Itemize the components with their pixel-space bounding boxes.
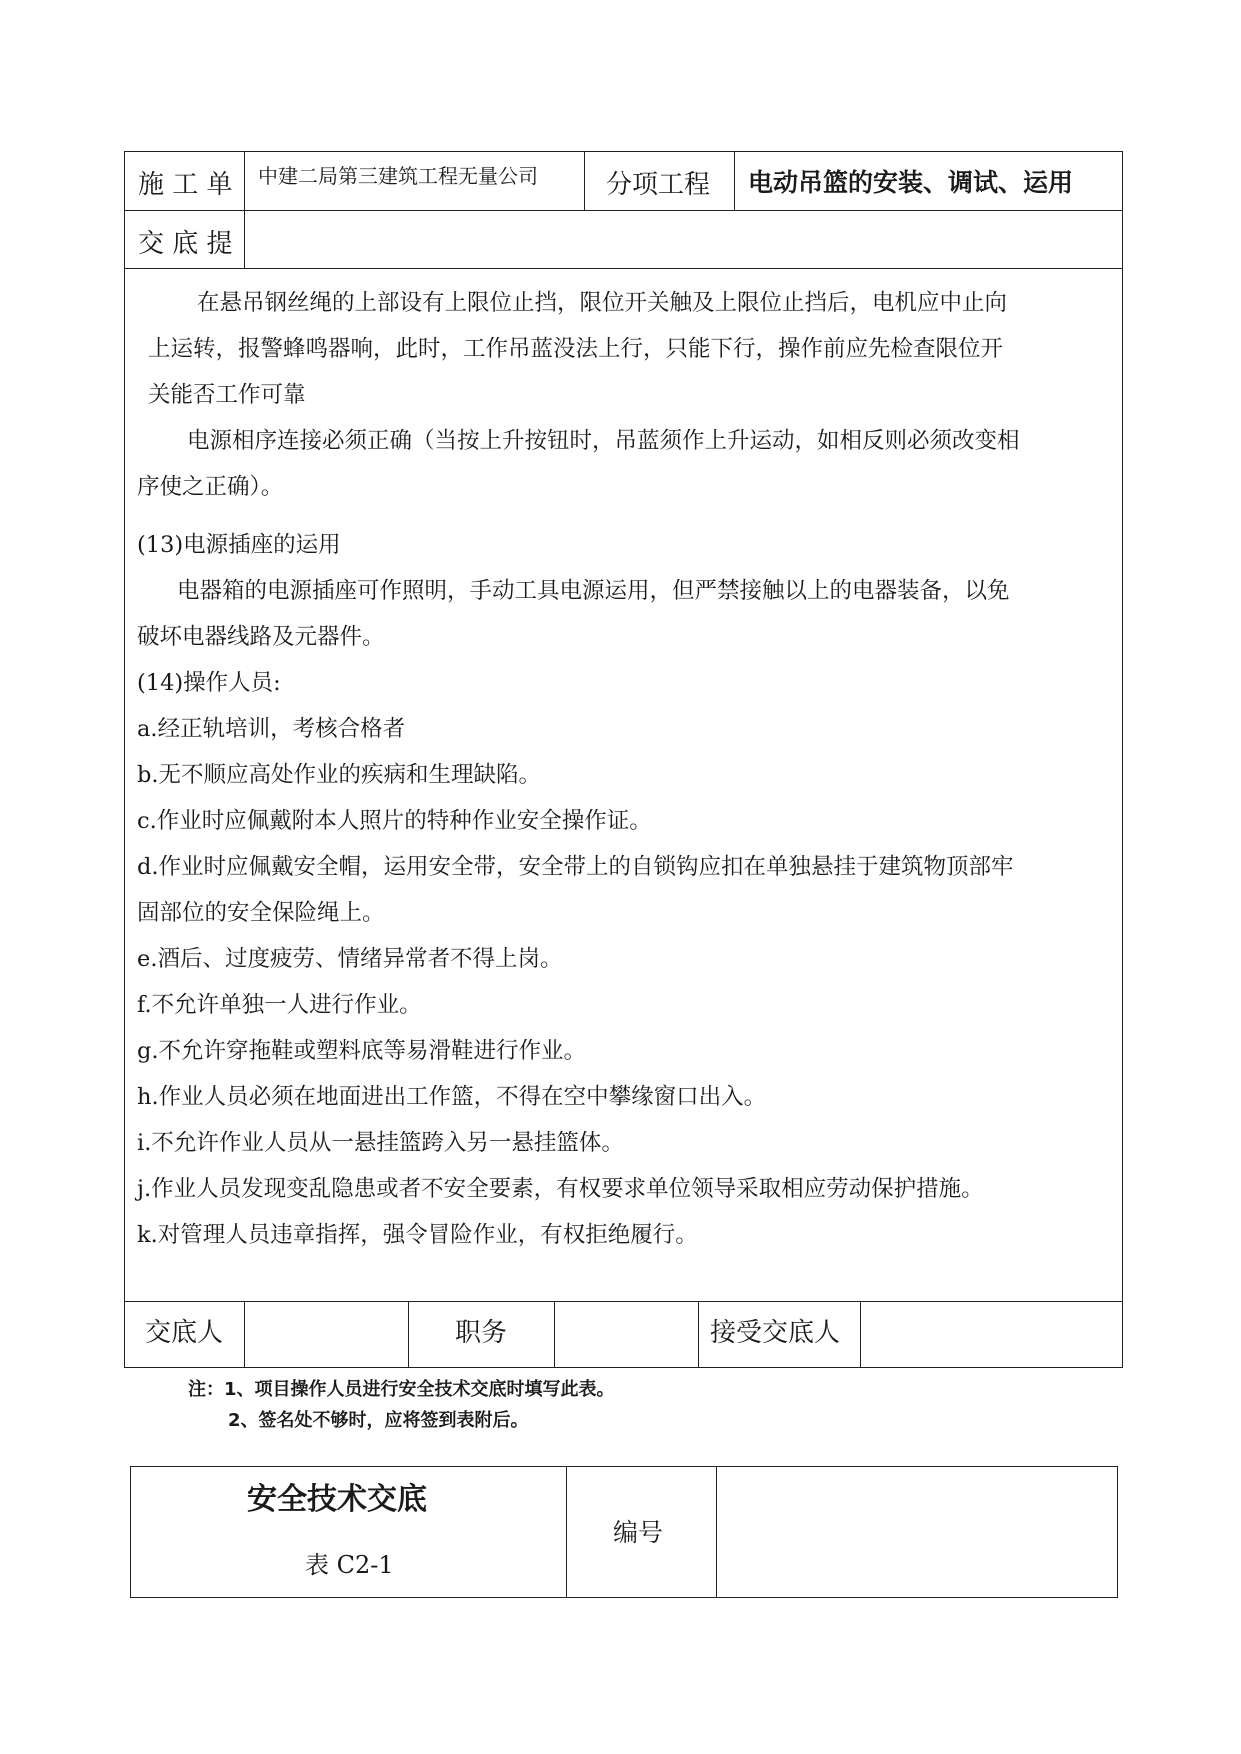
receiver-field[interactable] xyxy=(862,1303,1120,1366)
list-item: h.作业人员必须在地面进出工作篮，不得在空中攀缘窗口出入。 xyxy=(137,1084,767,1110)
number-label: 编号 xyxy=(613,1518,664,1547)
list-item: j.作业人员发现变乱隐患或者不安全要素，有权要求单位领导采取相应劳动保护措施。 xyxy=(137,1176,984,1202)
number-field[interactable] xyxy=(718,1468,1116,1596)
content-line: 电源相序连接必须正确（当按上升按钮时，吊蓝须作上升运动，如相反则必须改变相 xyxy=(187,428,1020,454)
content-line: 在悬吊钢丝绳的上部设有上限位止挡，限位开关触及上限位止挡后，电机应中止向 xyxy=(197,290,1008,316)
signature-row-top-border xyxy=(124,1301,1123,1302)
sig-divider-4 xyxy=(698,1301,699,1368)
row2-bottom-border xyxy=(124,268,1123,269)
list-item: 固部位的安全保险绳上。 xyxy=(137,900,385,926)
sig-divider-5 xyxy=(860,1301,861,1368)
list-item: k.对管理人员违章指挥，强令冒险作业，有权拒绝履行。 xyxy=(137,1222,698,1248)
section-heading: (13)电源插座的运用 xyxy=(137,532,341,558)
position-field[interactable] xyxy=(556,1303,696,1366)
list-item: i.不允许作业人员从一悬挂篮跨入另一悬挂篮体。 xyxy=(137,1130,624,1156)
form-code: 表 C2-1 xyxy=(305,1551,394,1579)
row1-divider-3 xyxy=(734,151,735,210)
list-item: f.不允许单独一人进行作业。 xyxy=(137,992,422,1018)
list-item: b.无不顺应高处作业的疾病和生理缺陷。 xyxy=(137,762,542,788)
note-line-1: 注：1、项目操作人员进行安全技术交底时填写此表。 xyxy=(188,1379,615,1400)
sig-divider-1 xyxy=(244,1301,245,1368)
row1-divider-1 xyxy=(244,151,245,268)
briefing-giver-field[interactable] xyxy=(246,1303,406,1366)
content-line: 电器箱的电源插座可作照明，手动工具电源运用，但严禁接触以上的电器装备，以免 xyxy=(177,578,1010,604)
header-divider-2 xyxy=(716,1466,717,1598)
row1-divider-2 xyxy=(584,151,585,210)
list-item: g.不允许穿拖鞋或塑料底等易滑鞋进行作业。 xyxy=(137,1038,587,1064)
content-line: 破坏电器线路及元器件。 xyxy=(137,624,385,650)
position-label: 职务 xyxy=(455,1318,508,1348)
sig-divider-2 xyxy=(408,1301,409,1368)
list-item: c.作业时应佩戴附本人照片的特种作业安全操作证。 xyxy=(137,808,652,834)
note-line-2: 2、签名处不够时，应将签到表附后。 xyxy=(228,1410,529,1431)
content-line: 关能否工作可靠 xyxy=(148,382,306,408)
receiver-label: 接受交底人 xyxy=(710,1318,841,1348)
list-item: e.酒后、过度疲劳、情绪异常者不得上岗。 xyxy=(137,946,563,972)
sub-project-label: 分项工程 xyxy=(606,170,711,200)
briefing-submit-label: 交 底 提 xyxy=(138,229,233,259)
sub-project-value: 电动吊篮的安装、调试、运用 xyxy=(748,168,1074,197)
list-item: d.作业时应佩戴安全帽，运用安全带，安全带上的自锁钩应扣在单独悬挂于建筑物顶部牢 xyxy=(137,854,1014,880)
header-divider-1 xyxy=(566,1466,567,1598)
sig-divider-3 xyxy=(554,1301,555,1368)
construction-unit-label: 施 工 单 xyxy=(138,170,233,200)
section-heading: (14)操作人员: xyxy=(137,670,281,696)
company-name: 中建二局第三建筑工程无量公司 xyxy=(258,164,538,188)
content-line: 序使之正确）。 xyxy=(137,474,284,500)
row1-bottom-border xyxy=(124,210,1123,211)
content-line: 上运转，报警蜂鸣器响，此时，工作吊蓝没法上行，只能下行，操作前应先检查限位开 xyxy=(148,336,1004,362)
list-item: a.经正轨培训，考核合格者 xyxy=(137,716,406,742)
document-title: 安全技术交底 xyxy=(247,1482,427,1517)
briefing-giver-label: 交底人 xyxy=(145,1318,224,1348)
